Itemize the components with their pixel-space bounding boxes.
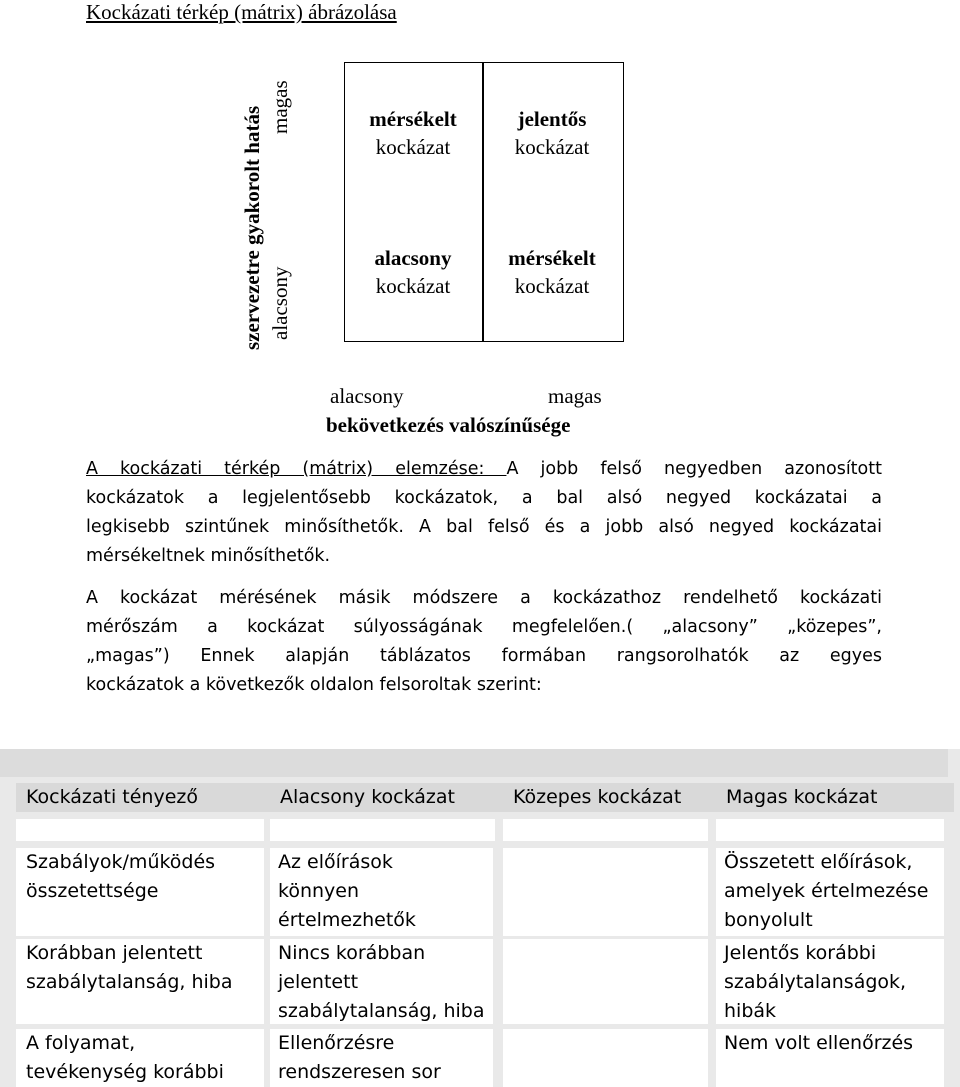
cell-line: szabálytalanság, hiba [278, 1000, 485, 1022]
y-axis-title: szervezetre gyakorolt hatás [240, 105, 264, 350]
x-axis-high-label: magas [548, 384, 602, 408]
spacer-cell [270, 819, 495, 841]
header-medium: Közepes kockázat [503, 783, 718, 812]
text-line: mérőszám a kockázat súlyosságának megfelelően.( „alacsony” „közepes”, [86, 617, 882, 637]
text-line: A kockázat mérésének másik módszere a kockázathoz rendelhető kockázati [86, 588, 882, 608]
table-top-band [0, 749, 948, 777]
spacer-cell [503, 819, 708, 841]
cell-line: szabálytalanság, hiba [26, 971, 233, 993]
table-row-3-factor [16, 1029, 264, 1087]
cell-level: jelentős [517, 107, 587, 131]
cell-line: szabálytalanságok, [724, 971, 907, 993]
header-low: Alacsony kockázat [270, 783, 505, 812]
paragraph-method [86, 584, 882, 700]
cell-line: Ellenőrzésre [278, 1032, 395, 1054]
text-line: kockázatok a következők oldalon felsoroltak szerint: [86, 675, 542, 695]
cell-line: összetettsége [26, 880, 159, 902]
spacer-cell [16, 819, 264, 841]
cell-line: Korábban jelentett [26, 942, 203, 964]
y-axis-high-label: magas [268, 80, 292, 134]
cell-word: kockázat [514, 274, 590, 298]
cell-line: Összetett előírások, [724, 851, 913, 873]
cell-level: alacsony [374, 246, 452, 270]
cell-word: kockázat [375, 274, 451, 298]
text-line: kockázatok a legjelentősebb kockázatok, a bal alsó negyed kockázatai a [86, 488, 882, 508]
text-line: mérsékeltnek minősíthetők. [86, 546, 331, 566]
risk-table [0, 749, 960, 1087]
table-row-2-medium [503, 939, 708, 1024]
table-row-3-high [716, 1029, 944, 1087]
cell-line: Nem volt ellenőrzés [724, 1032, 914, 1054]
cell-line: jelentett [278, 971, 359, 993]
table-row-1-low [270, 848, 493, 936]
cell-line: Nincs korábban [278, 942, 426, 964]
matrix-divider [482, 62, 484, 342]
header-high: Magas kockázat [716, 783, 954, 812]
table-row-3-medium [503, 1029, 708, 1087]
analysis-heading: A kockázati térkép (mátrix) elemzése: [86, 459, 507, 479]
cell-word: kockázat [514, 135, 590, 159]
cell-line: Az előírások [278, 851, 393, 873]
x-axis-low-label: alacsony [330, 384, 404, 408]
table-row-1-medium [503, 848, 708, 936]
matrix-cell-bottom-left [344, 244, 482, 300]
text-line: „magas”) Ennek alapján táblázatos formában rangsorolhatók az egyes [86, 646, 882, 666]
y-axis-low-label: alacsony [268, 266, 292, 340]
cell-level: mérsékelt [508, 246, 596, 270]
cell-line: értelmezhetők [278, 909, 416, 931]
cell-level: mérsékelt [369, 107, 457, 131]
cell-line: tevékenység korábbi [26, 1061, 224, 1083]
cell-line: Szabályok/működés [26, 851, 216, 873]
cell-line: hibák [724, 1000, 777, 1022]
table-row-2-factor [16, 939, 264, 1024]
table-row-3-low [270, 1029, 493, 1087]
cell-line: Jelentős korábbi [724, 942, 877, 964]
x-axis-title: bekövetkezés valószínűsége [326, 413, 571, 437]
cell-line: könnyen [278, 880, 360, 902]
matrix-cell-top-left [344, 105, 482, 161]
table-row-1-high [716, 848, 944, 936]
matrix-cell-bottom-right [483, 244, 621, 300]
text-line: A jobb felső negyedben azonosított [506, 459, 882, 479]
cell-line: amelyek értelmezése [724, 880, 929, 902]
cell-line: bonyolult [724, 909, 813, 931]
page-title: Kockázati térkép (mátrix) ábrázolása [86, 0, 397, 24]
paragraph-analysis [86, 455, 882, 571]
table-row-1-factor [16, 848, 264, 936]
spacer-cell [716, 819, 944, 841]
cell-line: rendszeresen sor [278, 1061, 441, 1083]
cell-word: kockázat [375, 135, 451, 159]
cell-line: A folyamat, [26, 1032, 136, 1054]
table-row-2-low [270, 939, 493, 1024]
table-row-2-high [716, 939, 944, 1024]
matrix-cell-top-right [483, 105, 621, 161]
risk-matrix [344, 62, 624, 342]
text-line: legkisebb szintűnek minősíthetők. A bal felső és a jobb alsó negyed kockázatai [86, 517, 882, 537]
header-factor: Kockázati tényező [16, 783, 274, 812]
